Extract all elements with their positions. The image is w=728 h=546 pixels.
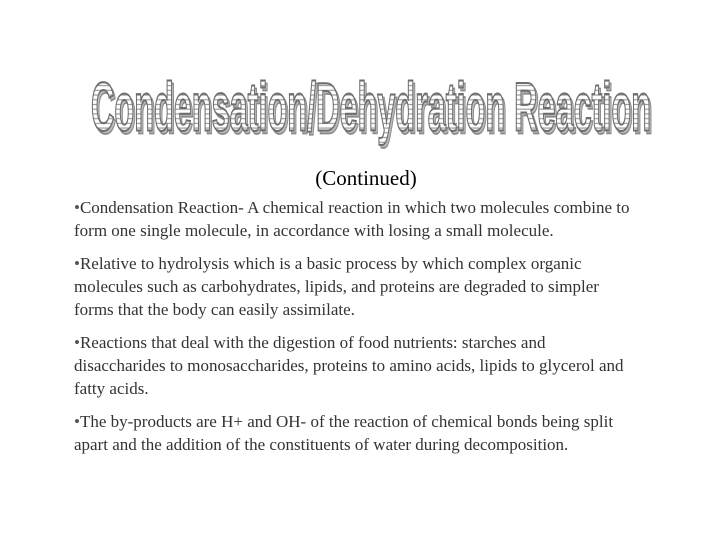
title-shadow-text: Condensation/Dehydration Reaction (92, 73, 654, 149)
bullet-item (74, 252, 634, 321)
bullet-text: The by-products are H+ and OH- of the reaction of chemical bonds being split apart and the addition of the constituents of water during decomposition. (74, 412, 614, 454)
bullet-text: Relative to hydrolysis which is a basic process by which complex organic molecules such as carbohydrates, lipids, and proteins are degraded to simpler forms that the body can easily assimilate. (74, 254, 599, 319)
bullet-item (74, 196, 634, 242)
title-text: Condensation/Dehydration Reaction (90, 70, 652, 146)
bullet-text: Reactions that deal with the digestion of food nutrients: starches and disaccharides to monosaccharides, proteins to amino acids, lipids to glycerol and fatty acids. (74, 333, 624, 398)
wordart-title-graphic (86, 62, 656, 162)
bullet-marker: • (74, 333, 80, 352)
bullet-item (74, 410, 634, 456)
subtitle (0, 166, 728, 190)
bullet-item (74, 331, 634, 400)
bullet-marker: • (74, 198, 80, 217)
wordart-title (86, 62, 656, 162)
subtitle-text: (Continued) (315, 166, 417, 190)
bullet-text: Condensation Reaction- A chemical reaction in which two molecules combine to form one single molecule, in accordance with losing a small molecule. (74, 198, 630, 240)
bullet-list (74, 196, 634, 466)
bullet-marker: • (74, 412, 80, 431)
bullet-marker: • (74, 254, 80, 273)
